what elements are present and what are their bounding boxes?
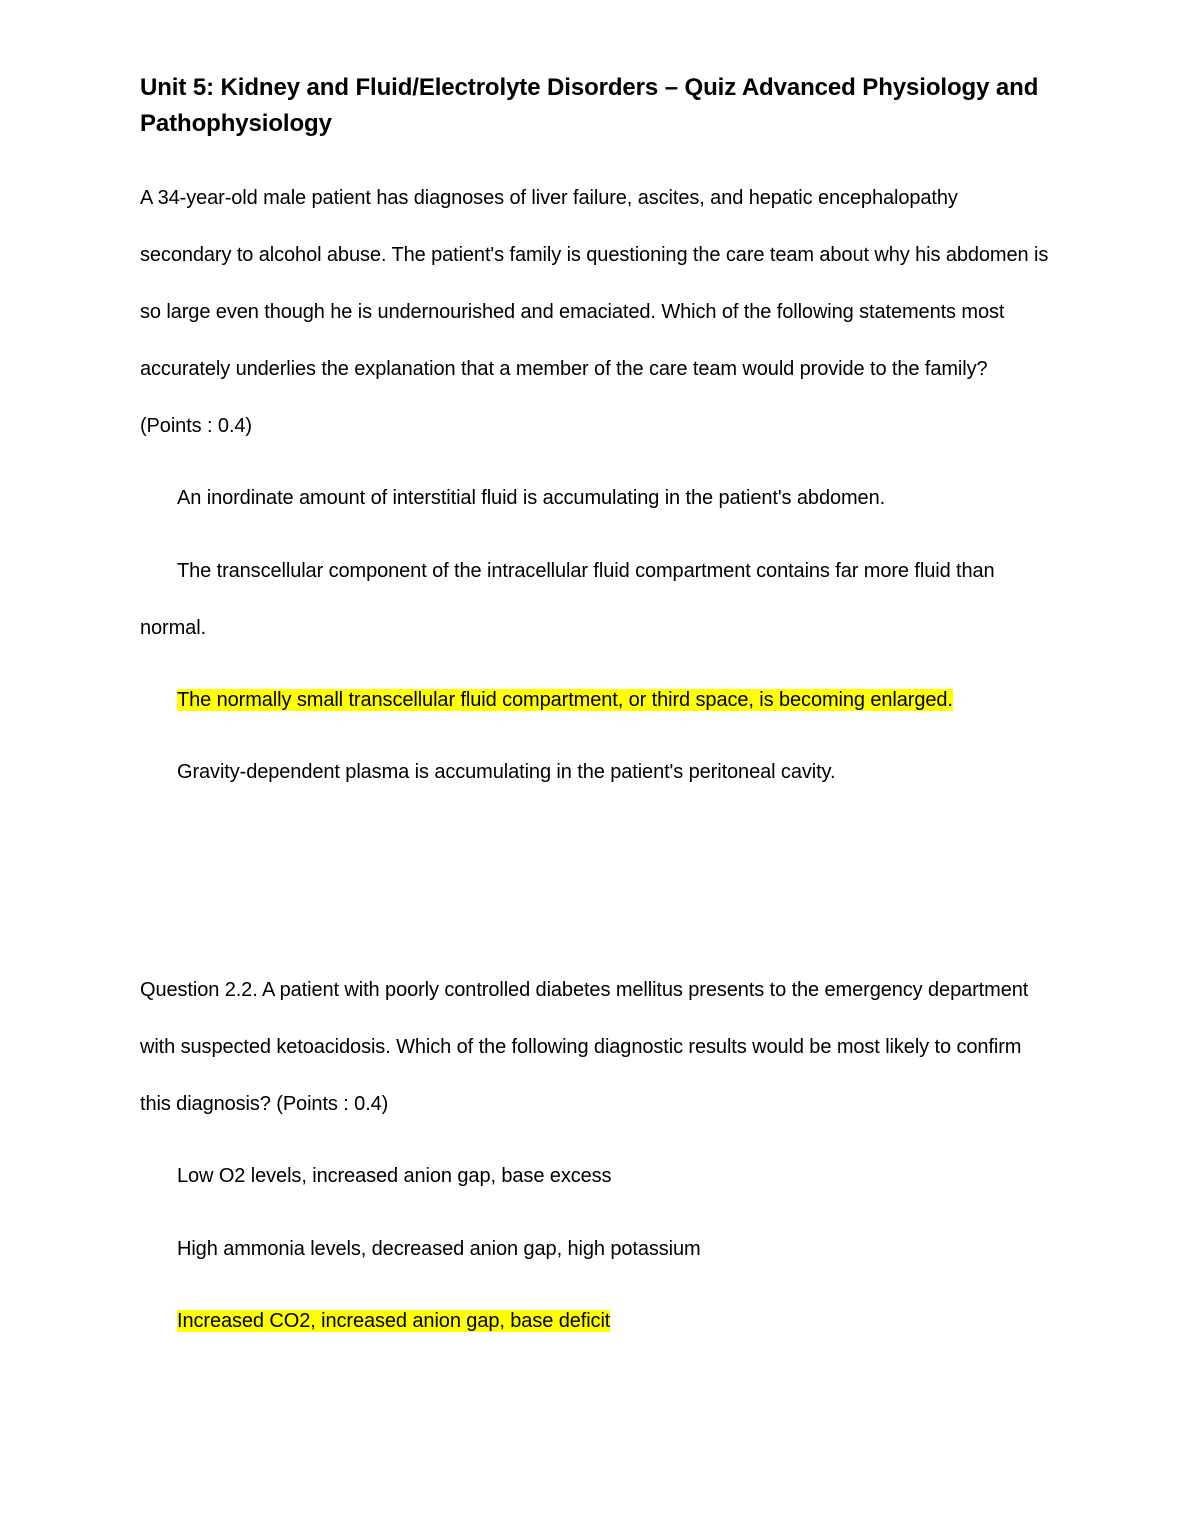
question-2-stem: Question 2.2. A patient with poorly controlled diabetes mellitus presents to the emergency department with suspected ketoacidosis. Which of the following diagnostic results would be most likely to confirm this diagnosis? (Points : 0.4)	[140, 979, 1029, 1115]
question-2-option-1	[140, 1148, 1050, 1205]
option-text: The transcellular component of the intracellular fluid compartment contains far more fluid than normal.	[140, 560, 995, 639]
option-text: Gravity-dependent plasma is accumulating in the patient's peritoneal cavity.	[177, 761, 836, 783]
highlighted-answer: Increased CO2, increased anion gap, base deficit	[177, 1310, 611, 1332]
question-1-option-2	[140, 543, 1050, 657]
question-1-option-1	[140, 470, 1050, 527]
highlighted-answer: The normally small transcellular fluid compartment, or third space, is becoming enlarged.	[177, 689, 953, 711]
option-text: High ammonia levels, decreased anion gap, high potassium	[177, 1238, 701, 1260]
question-1-option-4	[140, 744, 1050, 801]
question-2-option-3	[140, 1293, 1050, 1350]
page-title: Unit 5: Kidney and Fluid/Electrolyte Disorders – Quiz Advanced Physiology and Pathophysiology	[140, 74, 1039, 137]
option-text: An inordinate amount of interstitial fluid is accumulating in the patient's abdomen.	[177, 487, 886, 509]
question-2-option-2	[140, 1221, 1050, 1278]
option-text: Low O2 levels, increased anion gap, base excess	[177, 1165, 612, 1187]
question-1-option-3	[140, 672, 1050, 729]
question-1-stem: A 34-year-old male patient has diagnoses of liver failure, ascites, and hepatic encephalopathy secondary to alcohol abuse. The patient's family is questioning the care team about why his abdomen is so large even though he is undernourished and emaciated. Which of the following statements most accurately underlies the explanation that a member of the care team would provide to the family? (Points : 0.4)	[140, 187, 1049, 437]
